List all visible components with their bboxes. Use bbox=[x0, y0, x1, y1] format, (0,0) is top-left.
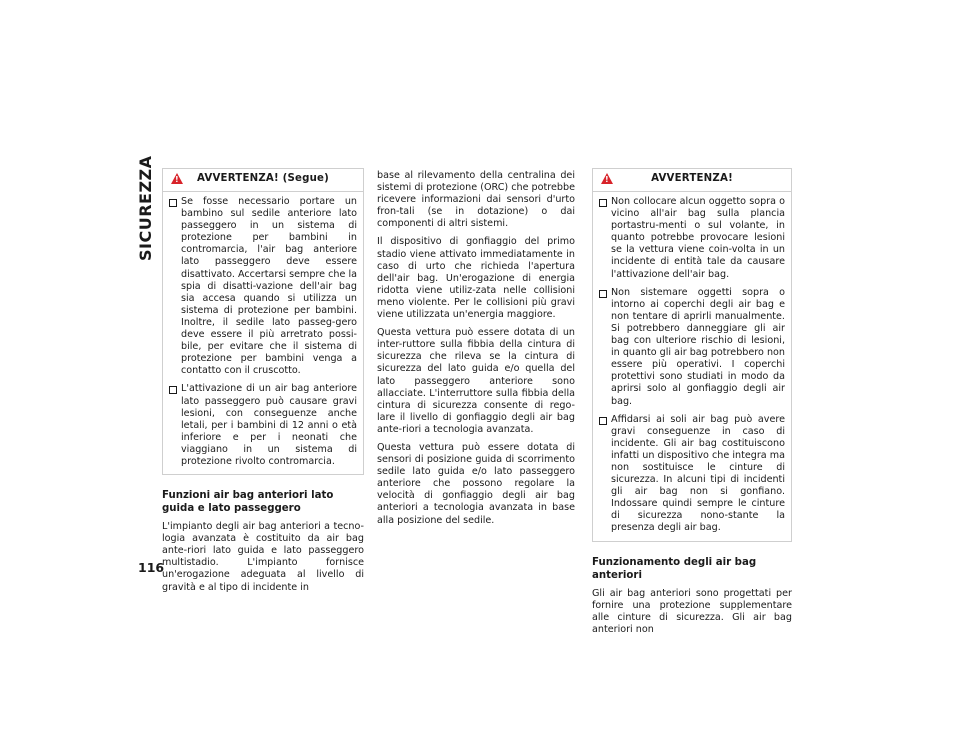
warning-triangle-icon: ! bbox=[171, 173, 183, 184]
checkbox-bullet-icon bbox=[599, 199, 607, 207]
column-right bbox=[592, 168, 792, 642]
checkbox-bullet-icon bbox=[599, 290, 607, 298]
section-heading: Funzionamento degli air bag anteriori bbox=[592, 556, 757, 581]
warning-header bbox=[163, 169, 363, 192]
bullet-text: Affidarsi ai soli air bag può avere gravi conseguenze in caso di incidente. Gli air bag costituiscono infatti un dispositivo che integra ma non sostituisce le cinture di sicurezza. In alcuni tipi di incidenti gli air bag non si gonfiano. Indossare quindi sempre le cinture di sicurezza nono-stante la presenza degli air bag. bbox=[611, 413, 785, 534]
column-left bbox=[162, 168, 364, 600]
paragraph: Gli air bag anteriori sono progettati per fornire una protezione supplementare alle cinture di sicurezza. Gli air bag anteriori non bbox=[592, 587, 792, 635]
paragraph: Questa vettura può essere dotata di sensori di posizione guida di scorrimento sedile lato guida e/o lato passeggero anteriore che possono regolare la velocità di gonfiaggio degli air bag anteriori a tecnologia avanzata in base alla posizione del sedile. bbox=[377, 441, 575, 526]
column-middle bbox=[377, 170, 575, 533]
bullet-text: Non collocare alcun oggetto sopra o vicino all'air bag sulla plancia portastru-menti o sul volante, in quanto potrebbe provocare lesioni se la vettura viene coin-volta in un incidente di entità tale da causare l'attivazione dell'air bag. bbox=[611, 196, 785, 280]
warning-title: AVVERTENZA! bbox=[651, 173, 733, 184]
list-item bbox=[169, 196, 357, 377]
warning-triangle-icon: ! bbox=[601, 173, 613, 184]
paragraph: Il dispositivo di gonfiaggio del primo stadio viene attivato immediatamente in caso di urto che richieda l'apertura dell'air bag. Un'erogazione di energia ridotta viene utiliz-zata nelle collisioni meno violente. Per le collisioni più gravi viene utilizzata un'energia maggiore. bbox=[377, 236, 575, 321]
list-item bbox=[599, 414, 785, 535]
warning-box bbox=[592, 168, 792, 542]
checkbox-bullet-icon bbox=[169, 199, 177, 207]
warning-header bbox=[593, 169, 791, 192]
checkbox-bullet-icon bbox=[169, 386, 177, 394]
list-item bbox=[599, 287, 785, 408]
paragraph: Questa vettura può essere dotata di un inter-ruttore sulla fibbia della cintura di sicurezza che rileva se la cintura di sicurezza del lato guida e/o quella del lato passeggero anteriore sono allacciate. L'interruttore sulla fibbia della cintura di sicurezza consente di rego-lare il livello di gonfiaggio degli air bag ante-riori a tecnologia avanzata. bbox=[377, 327, 575, 435]
section-heading: Funzioni air bag anteriori lato guida e lato passeggero bbox=[162, 490, 334, 515]
bullet-text: Se fosse necessario portare un bambino sul sedile anteriore lato passeggero in un sistema di protezione per bambini in contromarcia, l'air bag anteriore lato passeggero deve essere disattivato. Accertarsi sempre che la spia di disatti-vazione dell'air bag sia accesa quando si utilizza un sistema di protezione per bambini. Inoltre, il sedile lato passeg-gero deve essere il più arretrato possi-bile, per evitare che il sistema di protezione per bambini venga a contatto con il cruscotto. bbox=[181, 196, 357, 377]
bullet-text: L'attivazione di un air bag anteriore lato passeggero può causare gravi lesioni, con conseguenze anche letali, per i bambini di 12 anni o età inferiore e per i neonati che viaggiano in un sistema di protezione rivolto contromarcia. bbox=[181, 383, 357, 467]
list-item bbox=[169, 383, 357, 468]
page-number: 116 bbox=[138, 560, 165, 575]
checkbox-bullet-icon bbox=[599, 417, 607, 425]
section-label: SICUREZZA bbox=[136, 155, 155, 261]
warning-box-continued bbox=[162, 168, 364, 475]
bullet-text: Non sistemare oggetti sopra o intorno ai coperchi degli air bag e non tentare di aprirli manualmente. Si potrebbero danneggiare gli air bag con ulteriore rischio di lesioni, in quanto gli air bag potrebbero non essere più operativi. I coperchi protettivi sono studiati in modo da aprirsi solo al gonfiaggio degli air bag. bbox=[611, 286, 785, 407]
list-item bbox=[599, 196, 785, 281]
paragraph: L'impianto degli air bag anteriori a tecno-logia avanzata è costituito da air bag ante-riori lato guida e lato passeggero multistadio. L'impianto fornisce un'erogazione adeguata al livello di gravità e al tipo di incidente in bbox=[162, 521, 364, 593]
warning-title: AVVERTENZA! (Segue) bbox=[196, 173, 330, 184]
paragraph: base al rilevamento della centralina dei sistemi di protezione (ORC) che potrebbe ricevere informazioni dai sensori d'urto fron-tali (se in dotazione) o dai componenti di altri sistemi. bbox=[377, 170, 575, 230]
